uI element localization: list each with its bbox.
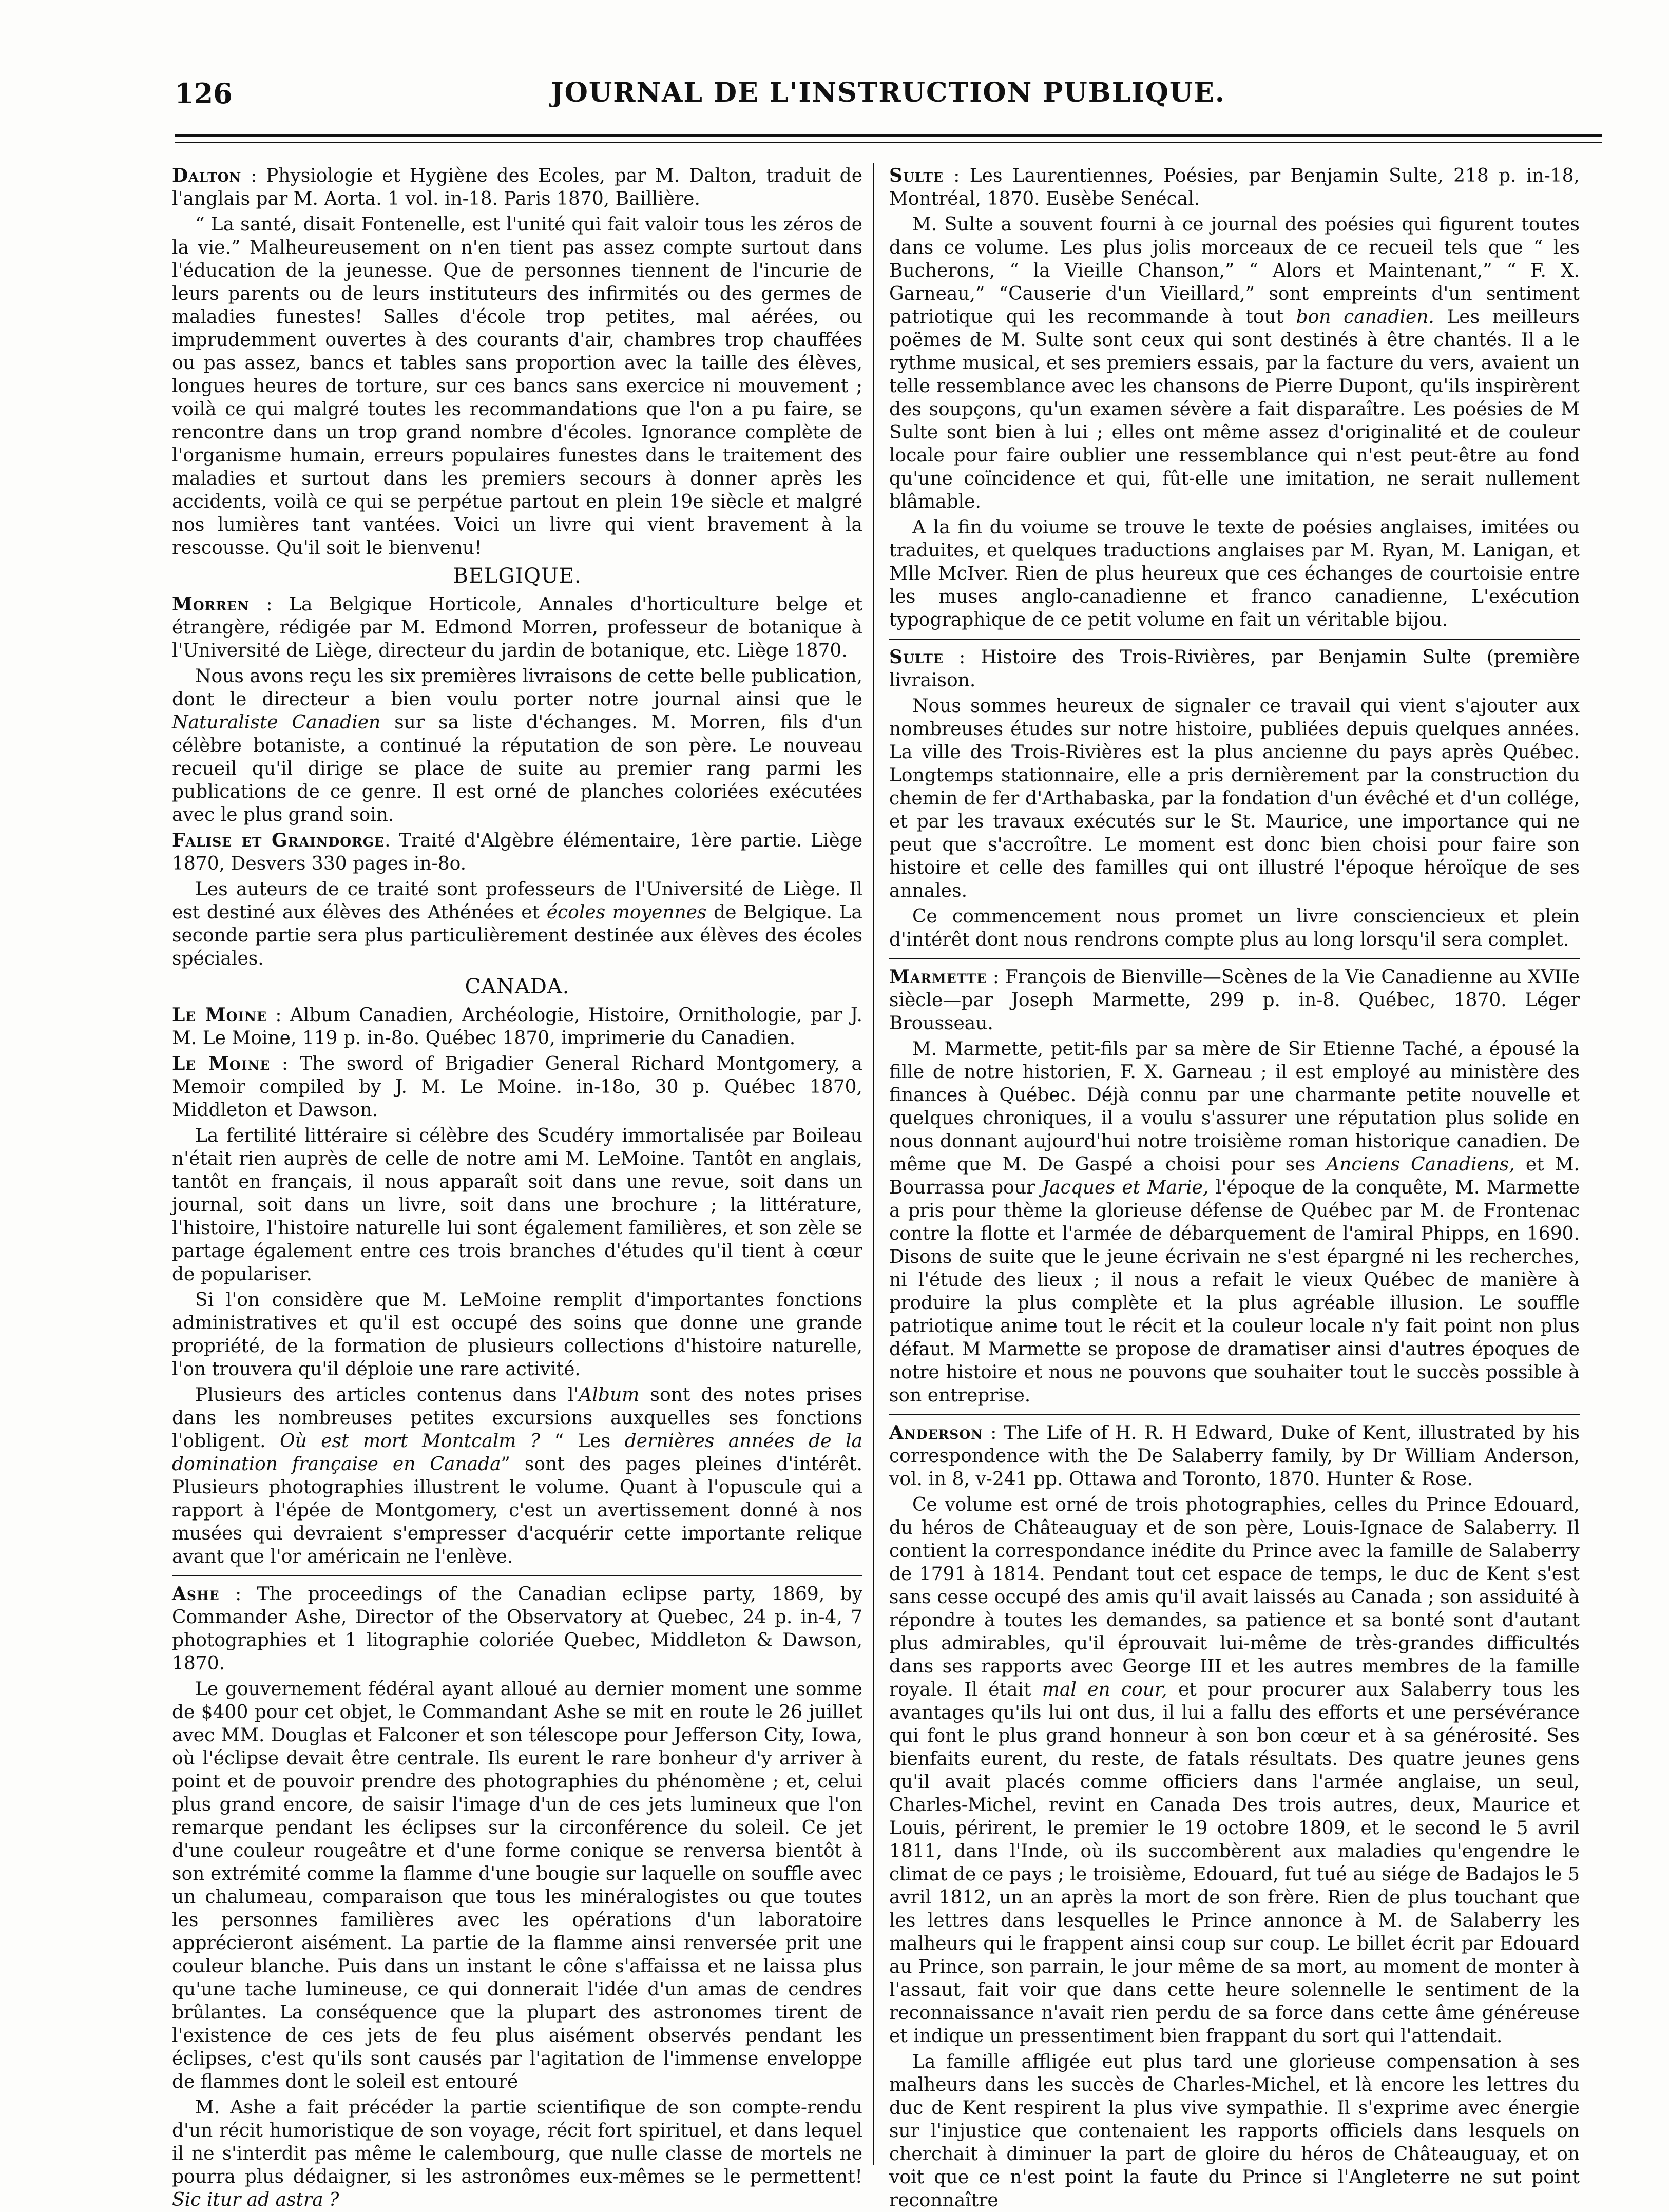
italic-title: bon canadien.	[1296, 306, 1434, 328]
entry-separator	[172, 1575, 862, 1576]
review-entry-morren: Morren : La Belgique Horticole, Annales d'horticulture belge et étrangère, rédigée par M. Edmond Morren, professeur de botanique à l'Université de Liège, directeur du jardin de botanique, etc. Liège 1870.	[172, 593, 862, 661]
book-reference: François de Bienville—Scènes de la Vie Canadienne au XVIIe siècle—par Joseph Marmette, 299 p. in-8. Québec, 1870. Léger Brousseau.	[889, 967, 1580, 1034]
review-entry-sulte-trois-rivieres: Sulte : Histoire des Trois-Rivières, par Benjamin Sulte (première livraison.	[889, 646, 1580, 691]
book-reference: The proceedings of the Canadian eclipse party, 1869, by Commander Ashe, Director of the Observatory at Quebec, 24 p. in-4, 7 photographies et 1 litographie coloriée Quebec, Middleton & Dawson, 1870.	[172, 1584, 862, 1674]
italic-title: Album	[579, 1384, 640, 1406]
review-entry-falise: Falise et Graindorge. Traité d'Algèbre élémentaire, 1ère partie. Liège 1870, Desvers 330 pages in-8o.	[172, 830, 862, 874]
text-run: sont des notes prises dans les nombreuses petites excursions auxquelles ses fonctions l'obligent.	[172, 1384, 862, 1452]
italic-title: dernières années de la domination française en Canada	[172, 1431, 862, 1475]
section-heading-belgique: BELGIQUE.	[453, 564, 582, 588]
text-run: Ce volume est orné de trois photographies, celles du Prince Edouard, du héros de Châteauguay et de son père, Louis-Ignace de Salaberry. Il contient la correspondance inédite du Prince avec la famille de Salaberry de 1791 à 1814. Pendant tout cet espace de temps, le duc de Kent s'est sans cesse occupé des amis qu'il avait laissés au Canada ; son assiduité à répondre à toutes les demandes, sa patience et sa bonté sont d'autant plus admirables, qu'il éprouvait lui-même de très-grandes difficultés dans ses rapports avec George III et les autres membres de la famille royale. Il était	[889, 1494, 1580, 1700]
text-run: ” sont des pages pleines d'intérêt. Plusieurs photographies illustrent le volume. Quant à l'opuscule qui a rapport à l'épée de Montgomery, c'est un avertissement donné à nos musées qui devraient s'empresser d'acquérir cette importante relique avant que l'or américain ne l'enlève.	[172, 1454, 862, 1567]
page-number: 126	[175, 77, 233, 110]
italic-title: Naturaliste Canadien	[172, 712, 381, 733]
text-run: Les meilleurs poëmes de M. Sulte sont ceux qui sont destinés à être chantés. Il a le rythme musical, et ses premiers essais, par la facture du vers, avaient un telle ressemblance avec les chansons de Pierre Dupont, qu'ils inspirèrent des soupçons, qu'un examen sévère a fait disparaître. Les poésies de M Sulte sont bien à lui ; elles ont même assez d'originalité et de couleur locale pour faire oublier une ressemblance qui n'est peut-être au fond qu'une coïncidence et qui, fût-elle une imitation, ne serait nullement blâmable.	[889, 306, 1580, 512]
text-run: M. Ashe a fait précéder la partie scientifique de son compte-rendu d'un récit humoristique de son voyage, récit fort spirituel, et dans lequel il ne s'interdit pas même le calembourg, que nulle classe de mortels ne pourra plus dédaigner, si les astronômes eux-mêmes se le permettent!	[172, 2097, 862, 2187]
text-run: M. Sulte a souvent fourni à ce journal des poésies qui figurent toutes dans ce volume. Les plus jolis morceaux de ce recueil tels que “ les Bucherons, “ la Vieille Chanson,” “ Alors et Maintenant,” “ F. X. Garneau,” “Causerie d'un Vieillard,” sont empreints d'un sentiment patriotique qui les recommande à tout	[889, 214, 1580, 328]
italic-title: Sic itur ad astra ?	[172, 2189, 339, 2210]
right-column	[889, 164, 1580, 2211]
review-entry-lemoine-album: Le Moine : Album Canadien, Archéologie, Histoire, Ornithologie, par J. M. Le Moine, 119 p. in-8o. Québec 1870, imprimerie du Canadien.	[172, 1004, 863, 1049]
author-name: Dalton	[172, 165, 242, 186]
author-name: Anderson	[889, 1422, 983, 1444]
header-rule	[175, 134, 1602, 137]
book-reference: The sword of Brigadier General Richard Montgomery, a Memoir compiled by J. M. Le Moine. in-18o, 30 p. Québec 1870, Middleton et Dawson.	[172, 1053, 862, 1121]
italic-title: Anciens Canadiens,	[1326, 1154, 1515, 1175]
book-reference: Physiologie et Hygiène des Ecoles, par M. Dalton, traduit de l'anglais par M. Aorta. 1 vol. in-18. Paris 1870, Baillière.	[172, 165, 863, 209]
author-name: Ashe	[172, 1583, 220, 1605]
book-reference: Les Laurentiennes, Poésies, par Benjamin Sulte, 218 p. in-18, Montréal, 1870. Eusèbe Senécal.	[889, 165, 1580, 209]
entry-separator	[889, 639, 1580, 640]
text-run: l'époque de la conquête, M. Marmette a pris pour thème la glorieuse défense de Québec par M. de Frontenac contre la flotte et l'armée de débarquement de l'amiral Phipps, en 1690. Disons de suite que le jeune écrivain ne s'est épargné ni les recherches, ni l'étude des lieux ; il nous a refait le vieux Québec de manière à produire la plus complète et la plus agréable illusion. Le souffle patriotique anime tout le récit et la couleur locale n'y fait point non plus défaut. M Marmette se propose de dramatiser ainsi d'autres époques de notre histoire et nous ne pouvons que souhaiter tout le succès possible à son entreprise.	[889, 1177, 1580, 1406]
review-entry-lemoine-sword: Le Moine : The sword of Brigadier General Richard Montgomery, a Memoir compiled by J. M. Le Moine. in-18o, 30 p. Québec 1870, Middleton et Dawson.	[172, 1053, 862, 1121]
left-column	[172, 164, 863, 2210]
review-body	[172, 2096, 862, 2211]
column-divider	[873, 163, 874, 2165]
review-body	[172, 665, 862, 826]
review-body: “ La santé, disait Fontenelle, est l'unité qui fait valoir tous les zéros de la vie.” Malheureusement on n'en tient pas assez compte surtout dans l'éducation de la jeunesse. Que de personnes tiennent de l'incurie de leurs parents ou de leurs instituteurs des infirmités ou des germes de maladies funestes! Salles d'école trop petites, mal aérées, ou imprudemment ouvertes à des courants d'air, chambres trop chauffées ou pas assez, bancs et tables sans proportion avec la taille des élèves, longues heures de torture, sur ces bancs sans exercice ni mouvement ; voilà ce qui malgré toutes les recommandations que l'on a pu faire, se rencontre dans un trop grand nombre d'écoles. Ignorance complète de l'organisme humain, erreurs populaires funestes dans le traitement des maladies et surtout dans les premiers secours à donner après les accidents, voilà ce qui se perpétue partout en plein 19e siècle et malgré nos lumières tant vantées. Voici un livre qui vient bravement à la rescousse. Qu'il soit le bienvenu!	[172, 214, 862, 559]
text-run: Nous avons reçu les six premières livraisons de cette belle publication, dont le directeur a bien voulu porter notre journal ainsi que le	[172, 666, 862, 710]
author-name: Le Moine	[172, 1004, 267, 1026]
entry-separator	[889, 1414, 1580, 1415]
author-name: Falise et Graindorge	[172, 830, 385, 851]
author-name: Le Moine	[172, 1053, 271, 1074]
review-body: Nous sommes heureux de signaler ce travail qui vient s'ajouter aux nombreuses études sur notre histoire, publiées depuis quelques années. La ville des Trois-Rivières est la plus ancienne du pays après Québec. Longtemps stationnaire, elle a pris dernièrement par la construction du chemin de fer d'Arthabaska, par la fondation d'un évêché et d'un collége, et par les travaux exécutés sur le St. Maurice, une importance qui ne peut que s'accroître. Le moment est donc bien choisi pour faire son histoire et celle des familles qui ont illustré l'époque héroïque de ses annales.	[889, 696, 1580, 901]
text-run: et M. Bourrassa pour	[889, 1154, 1580, 1198]
review-entry-dalton: Dalton : Physiologie et Hygiène des Ecoles, par M. Dalton, traduit de l'anglais par M. Aorta. 1 vol. in-18. Paris 1870, Baillière.	[172, 165, 863, 209]
review-body	[889, 213, 1580, 513]
text-run: et pour procurer aux Salaberry tous les avantages qu'ils lui ont dus, il lui a fallu des efforts et une persévérance qui font le plus grand honneur à son bon cœur et à sa générosité. Ses bienfaits eurent, du reste, de fatals résultats. Des quatre jeunes gens qu'il avait placés comme officiers dans l'armée anglaise, un seul, Charles-Michel, revint en Canada Des trois autres, deux, Maurice et Louis, périrent, le premier le 19 octobre 1809, et le second le 5 avril 1811, dans l'Inde, où ils succombèrent aux maladies qu'engendre le climat de ce pays ; le troisième, Edouard, fut tué au siége de Badajos le 5 avril 1812, un an après la mort de son frère. Rien de plus touchant que les lettres dans lesquelles le Prince annonce à M. de Salaberry les malheurs qui le frappent ainsi coup sur coup. Le billet écrit par Edouard au Prince, son parrain, le jour même de sa mort, au moment de monter à l'assaut, fait voir que dans cette heure solennelle le sentiment de la reconnaissance n'avait rien perdu de sa force dans cette âme généreuse et indique un pressentiment bien frappant du sort qui l'attendait.	[889, 1679, 1580, 2047]
text-run: de Belgique. La seconde partie sera plus particulièrement destinée aux élèves des écoles spéciales.	[172, 902, 862, 969]
review-entry-sulte-laurentiennes: Sulte : Les Laurentiennes, Poésies, par Benjamin Sulte, 218 p. in-18, Montréal, 1870. Eusèbe Senécal.	[889, 165, 1580, 209]
text-run: M. Marmette, petit-fils par sa mère de Sir Etienne Taché, a épousé la fille de notre historien, F. X. Garneau ; il est employé au ministère des finances à Québec. Déjà connu par une charmante petite nouvelle et quelques chroniques, il a voulu s'assurer une réputation plus solide en nous donnant aujourd'hui notre troisième roman historique canadien. De même que M. De Gaspé a choisi pour ses	[889, 1038, 1580, 1175]
book-reference: Histoire des Trois-Rivières, par Benjamin Sulte (première livraison.	[889, 647, 1580, 691]
italic-title: Jacques et Marie,	[1042, 1177, 1209, 1198]
review-body	[889, 1493, 1580, 2048]
book-reference: Album Canadien, Archéologie, Histoire, Ornithologie, par J. M. Le Moine, 119 p. in-8o. Québec 1870, imprimerie du Canadien.	[172, 1005, 863, 1049]
review-entry-marmette: Marmette : François de Bienville—Scènes de la Vie Canadienne au XVIIe siècle—par Joseph Marmette, 299 p. in-8. Québec, 1870. Léger Brousseau.	[889, 966, 1580, 1034]
review-body: Si l'on considère que M. LeMoine remplit d'importantes fonctions administratives et qu'il est occupé des soins que donne une grande propriété, de la formation de plusieurs collections d'histoire naturelle, l'on trouvera qu'il déploie une rare activité.	[172, 1290, 862, 1380]
text-run: sur sa liste d'échanges. M. Morren, fils d'un célèbre botaniste, a continué la réputation de son père. Le nouveau recueil qu'il dirige se place de suite au premier rang parmi les publications de ce genre. Il est orné de planches coloriées exécutées avec le plus grand soin.	[172, 712, 862, 825]
review-body: Ce commencement nous promet un livre consciencieux et plein d'intérêt dont nous rendrons compte plus au long lorsqu'il sera complet.	[889, 906, 1580, 950]
author-name: Marmette	[889, 966, 987, 988]
page-header	[175, 77, 1602, 128]
review-body	[172, 1383, 862, 1568]
entry-separator	[889, 958, 1580, 959]
review-body: Le gouvernement fédéral ayant alloué au dernier moment une somme de $400 pour cet objet, le Commandant Ashe se mit en route le 26 juillet avec MM. Douglas et Falconer et son télescope pour Jefferson City, Iowa, où l'éclipse devait être centrale. Ils eurent le rare bonheur d'y arriver à point et de pouvoir prendre des photographies du phénomène ; et, celui plus grand encore, de saisir l'image d'un de ces jets lumineux que l'on remarque pendant les éclipses sur la circonférence du soleil. Ce jet d'une couleur rougeâtre et d'une forme conique se renversa bientôt à son extrémité comme la flamme d'une bougie sur laquelle on souffle avec un chalumeau, comparaison que tous les minéralogistes ou que toutes les personnes familières avec les opérations d'un laboratoire apprécieront aisément. La partie de la flamme ainsi renversée prit une couleur blanche. Puis dans un instant le cône s'affaissa et ne laissa plus qu'une tache lumineuse, ce qui donnerait l'idée d'un amas de cendres brûlantes. La conséquence que la plupart des astronomes tirent de l'existence de ces jets de feu plus aisément observés pendant les éclipses, c'est qu'ils sont causés par l'agitation de l'immense enveloppe de flammes dont le soleil est entouré	[172, 1679, 862, 2092]
running-title: JOURNAL DE L'INSTRUCTION PUBLIQUE.	[551, 77, 1225, 108]
book-reference: Traité d'Algèbre élémentaire, 1ère partie. Liège 1870, Desvers 330 pages in-8o.	[172, 830, 862, 874]
review-body: La famille affligée eut plus tard une glorieuse compensation à ses malheurs dans les succès de Charles-Michel, et là encore les lettres du duc de Kent respirent la plus vive sympathie. Il s'exprime avec énergie sur l'injustice que contenaient les rapports officiels dans lesquels on cherchait à diminuer la part de gloire du héros de Châteauguay, et on voit que ce n'est point la faute du Prince si l'Angleterre ne sut point reconnaître	[889, 2051, 1580, 2211]
text-run: Les auteurs de ce traité sont professeurs de l'Université de Liège. Il est destiné aux élèves des Athénées et	[172, 879, 862, 923]
italic-title: Où est mort Montcalm ?	[280, 1431, 541, 1452]
review-body	[889, 1037, 1580, 1407]
author-name: Morren	[172, 593, 250, 615]
review-body	[172, 878, 862, 970]
author-name: Sulte	[889, 646, 944, 668]
text-run: Plusieurs des articles contenus dans l'	[195, 1384, 579, 1406]
author-name: Sulte	[889, 165, 944, 186]
italic-title: mal en cour,	[1042, 1679, 1167, 1700]
italic-title: écoles moyennes	[546, 902, 707, 923]
header-rule-thin	[175, 142, 1602, 143]
book-reference: La Belgique Horticole, Annales d'horticulture belge et étrangère, rédigée par M. Edmond Morren, professeur de botanique à l'Université de Liège, directeur du jardin de botanique, etc. Liège 1870.	[172, 594, 862, 661]
section-heading-canada: CANADA.	[465, 975, 570, 998]
text-run: “ Les	[554, 1431, 611, 1452]
review-entry-ashe: Ashe : The proceedings of the Canadian eclipse party, 1869, by Commander Ashe, Director of the Observatory at Quebec, 24 p. in-4, 7 photographies et 1 litographie coloriée Quebec, Middleton & Dawson, 1870.	[172, 1583, 862, 1674]
review-body: A la fin du voiume se trouve le texte de poésies anglaises, imitées ou traduites, et quelques traductions anglaises par M. Ryan, M. Lanigan, et Mlle McIver. Rien de plus heureux que ces échanges de courtoisie entre les muses anglo-canadienne et franco canadienne, L'exécution typographique de ce petit volume en fait un véritable bijou.	[889, 517, 1580, 630]
book-reference: The Life of H. R. H Edward, Duke of Kent, illustrated by his correspondence with the De Salaberry family, by Dr William Anderson, vol. in 8, v-241 pp. Ottawa and Toronto, 1870. Hunter & Rose.	[889, 1422, 1580, 1490]
review-entry-anderson: Anderson : The Life of H. R. H Edward, Duke of Kent, illustrated by his correspondence with the De Salaberry family, by Dr William Anderson, vol. in 8, v-241 pp. Ottawa and Toronto, 1870. Hunter & Rose.	[889, 1422, 1580, 1490]
review-body: La fertilité littéraire si célèbre des Scudéry immortalisée par Boileau n'était rien auprès de celle de notre ami M. LeMoine. Tantôt en anglais, tantôt en français, il nous apparaît soit dans une revue, soit dans un journal, soit dans un livre, soit dans une brochure ; la littérature, l'histoire, l'histoire naturelle lui sont également familières, et son zèle se partage également entre ces trois branches d'études qu'il tient à cœur de populariser.	[172, 1125, 862, 1285]
